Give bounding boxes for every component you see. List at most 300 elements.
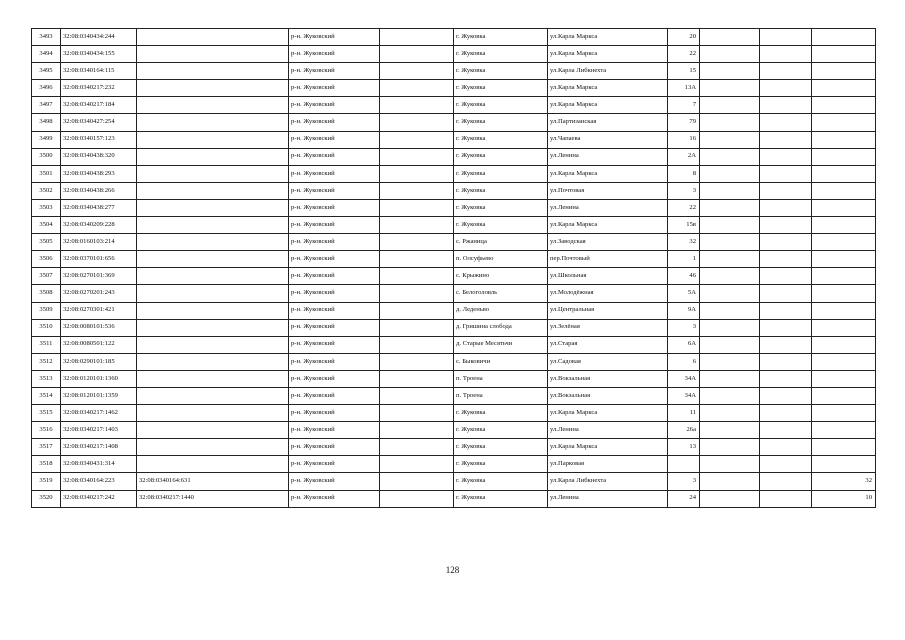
house-number-cell: 15в	[668, 217, 700, 234]
count-cell	[812, 63, 876, 80]
related-cadastral-number-cell	[137, 285, 289, 302]
locality-cell: г. Жуковка	[454, 456, 548, 473]
table-row	[32, 473, 876, 490]
house-number-cell: 9А	[668, 302, 700, 319]
locality-cell: г. Жуковка	[454, 439, 548, 456]
row-number-cell: 3493	[32, 29, 61, 46]
house-number-cell: 32	[668, 234, 700, 251]
row-number-cell: 3513	[32, 370, 61, 387]
district-cell: р-н. Жуковский	[289, 199, 380, 216]
extra-cell-a	[700, 63, 760, 80]
extra-cell-a	[700, 353, 760, 370]
table-row	[32, 217, 876, 234]
extra-cell-b	[760, 29, 812, 46]
related-cadastral-number-cell	[137, 353, 289, 370]
extra-cell-b	[760, 336, 812, 353]
extra-cell-a	[700, 217, 760, 234]
district-cell: р-н. Жуковский	[289, 439, 380, 456]
table-row	[32, 353, 876, 370]
district-cell: р-н. Жуковский	[289, 29, 380, 46]
page-number: 128	[445, 565, 460, 575]
house-number-cell: 13	[668, 439, 700, 456]
extra-cell-a	[700, 165, 760, 182]
registry-table	[31, 28, 876, 508]
extra-cell-b	[760, 182, 812, 199]
row-number-cell: 3517	[32, 439, 61, 456]
extra-cell-a	[700, 268, 760, 285]
cadastral-number-cell: 32:08:0340438:266	[61, 182, 137, 199]
street-cell: ул.Ленина	[548, 490, 668, 507]
row-number-cell: 3516	[32, 422, 61, 439]
settlement-type-cell	[380, 319, 454, 336]
extra-cell-a	[700, 234, 760, 251]
house-number-cell: 34А	[668, 387, 700, 404]
street-cell: ул.Заводская	[548, 234, 668, 251]
related-cadastral-number-cell	[137, 46, 289, 63]
extra-cell-a	[700, 251, 760, 268]
locality-cell: г. Жуковка	[454, 490, 548, 507]
settlement-type-cell	[380, 405, 454, 422]
table-row	[32, 29, 876, 46]
count-cell	[812, 285, 876, 302]
house-number-cell: 34А	[668, 370, 700, 387]
street-cell: ул.Центральная	[548, 302, 668, 319]
settlement-type-cell	[380, 353, 454, 370]
related-cadastral-number-cell	[137, 268, 289, 285]
row-number-cell: 3503	[32, 199, 61, 216]
row-number-cell: 3519	[32, 473, 61, 490]
street-cell: ул.Карла Либкнехта	[548, 473, 668, 490]
row-number-cell: 3506	[32, 251, 61, 268]
locality-cell: г. Жуковка	[454, 165, 548, 182]
extra-cell-b	[760, 405, 812, 422]
extra-cell-a	[700, 285, 760, 302]
extra-cell-b	[760, 490, 812, 507]
extra-cell-b	[760, 439, 812, 456]
related-cadastral-number-cell	[137, 131, 289, 148]
settlement-type-cell	[380, 285, 454, 302]
house-number-cell: 24	[668, 490, 700, 507]
count-cell	[812, 422, 876, 439]
count-cell: 10	[812, 490, 876, 507]
extra-cell-a	[700, 29, 760, 46]
table-row	[32, 319, 876, 336]
extra-cell-a	[700, 199, 760, 216]
extra-cell-b	[760, 370, 812, 387]
extra-cell-a	[700, 439, 760, 456]
row-number-cell: 3515	[32, 405, 61, 422]
count-cell	[812, 29, 876, 46]
settlement-type-cell	[380, 182, 454, 199]
house-number-cell: 79	[668, 114, 700, 131]
locality-cell: г. Жуковка	[454, 422, 548, 439]
street-cell: ул.Карла Маркса	[548, 405, 668, 422]
street-cell: ул.Карла Маркса	[548, 165, 668, 182]
row-number-cell: 3518	[32, 456, 61, 473]
extra-cell-a	[700, 490, 760, 507]
cadastral-number-cell: 32:08:0340438:293	[61, 165, 137, 182]
count-cell	[812, 439, 876, 456]
house-number-cell: 7	[668, 97, 700, 114]
street-cell: ул.Карла Маркса	[548, 97, 668, 114]
settlement-type-cell	[380, 268, 454, 285]
extra-cell-a	[700, 302, 760, 319]
district-cell: р-н. Жуковский	[289, 234, 380, 251]
cadastral-number-cell: 32:08:0270301:421	[61, 302, 137, 319]
extra-cell-b	[760, 199, 812, 216]
related-cadastral-number-cell	[137, 234, 289, 251]
house-number-cell: 22	[668, 199, 700, 216]
cadastral-number-cell: 32:08:0340217:1403	[61, 422, 137, 439]
row-number-cell: 3514	[32, 387, 61, 404]
row-number-cell: 3510	[32, 319, 61, 336]
table-row	[32, 80, 876, 97]
table-row	[32, 199, 876, 216]
cadastral-number-cell: 32:08:0270101:369	[61, 268, 137, 285]
house-number-cell: 13А	[668, 80, 700, 97]
district-cell: р-н. Жуковский	[289, 302, 380, 319]
district-cell: р-н. Жуковский	[289, 131, 380, 148]
cadastral-number-cell: 32:08:0080501:122	[61, 336, 137, 353]
settlement-type-cell	[380, 148, 454, 165]
table-row	[32, 251, 876, 268]
extra-cell-a	[700, 387, 760, 404]
related-cadastral-number-cell	[137, 29, 289, 46]
extra-cell-a	[700, 336, 760, 353]
settlement-type-cell	[380, 439, 454, 456]
cadastral-number-cell: 32:08:0290101:185	[61, 353, 137, 370]
locality-cell: г. Жуковка	[454, 131, 548, 148]
settlement-type-cell	[380, 97, 454, 114]
related-cadastral-number-cell	[137, 370, 289, 387]
table-row	[32, 285, 876, 302]
house-number-cell: 26а	[668, 422, 700, 439]
locality-cell: д. Леденьво	[454, 302, 548, 319]
count-cell	[812, 353, 876, 370]
settlement-type-cell	[380, 251, 454, 268]
row-number-cell: 3495	[32, 63, 61, 80]
related-cadastral-number-cell	[137, 439, 289, 456]
street-cell: ул.Ленина	[548, 199, 668, 216]
house-number-cell: 6А	[668, 336, 700, 353]
street-cell: ул.Карла Маркса	[548, 439, 668, 456]
district-cell: р-н. Жуковский	[289, 456, 380, 473]
district-cell: р-н. Жуковский	[289, 63, 380, 80]
extra-cell-a	[700, 182, 760, 199]
house-number-cell: 3	[668, 182, 700, 199]
related-cadastral-number-cell	[137, 387, 289, 404]
extra-cell-b	[760, 234, 812, 251]
count-cell	[812, 319, 876, 336]
table-row	[32, 131, 876, 148]
locality-cell: г. Жуковка	[454, 199, 548, 216]
cadastral-number-cell: 32:08:0340427:254	[61, 114, 137, 131]
cadastral-number-cell: 32:08:0340431:314	[61, 456, 137, 473]
locality-cell: г. Жуковка	[454, 63, 548, 80]
count-cell	[812, 165, 876, 182]
locality-cell: г. Жуковка	[454, 182, 548, 199]
house-number-cell: 3	[668, 473, 700, 490]
cadastral-number-cell: 32:08:0340164:115	[61, 63, 137, 80]
count-cell: 32	[812, 473, 876, 490]
street-cell: ул.Вокзальная	[548, 370, 668, 387]
related-cadastral-number-cell	[137, 251, 289, 268]
cadastral-number-cell: 32:08:0340438:320	[61, 148, 137, 165]
related-cadastral-number-cell	[137, 302, 289, 319]
related-cadastral-number-cell	[137, 422, 289, 439]
extra-cell-b	[760, 268, 812, 285]
table-row	[32, 422, 876, 439]
locality-cell: п. Троена	[454, 387, 548, 404]
extra-cell-b	[760, 63, 812, 80]
settlement-type-cell	[380, 131, 454, 148]
table-row	[32, 182, 876, 199]
cadastral-number-cell: 32:08:0340217:1462	[61, 405, 137, 422]
table-row	[32, 114, 876, 131]
street-cell: пер.Почтовый	[548, 251, 668, 268]
cadastral-number-cell: 32:08:0340164:223	[61, 473, 137, 490]
house-number-cell: 3	[668, 319, 700, 336]
extra-cell-b	[760, 302, 812, 319]
count-cell	[812, 148, 876, 165]
related-cadastral-number-cell	[137, 97, 289, 114]
table-row	[32, 63, 876, 80]
cadastral-number-cell: 32:08:0340438:277	[61, 199, 137, 216]
count-cell	[812, 268, 876, 285]
table-row	[32, 490, 876, 507]
count-cell	[812, 370, 876, 387]
extra-cell-a	[700, 319, 760, 336]
extra-cell-a	[700, 46, 760, 63]
settlement-type-cell	[380, 165, 454, 182]
related-cadastral-number-cell: 32:08:0340164:631	[137, 473, 289, 490]
district-cell: р-н. Жуковский	[289, 148, 380, 165]
row-number-cell: 3509	[32, 302, 61, 319]
count-cell	[812, 456, 876, 473]
extra-cell-a	[700, 131, 760, 148]
settlement-type-cell	[380, 29, 454, 46]
extra-cell-b	[760, 353, 812, 370]
district-cell: р-н. Жуковский	[289, 353, 380, 370]
related-cadastral-number-cell	[137, 217, 289, 234]
locality-cell: г. Жуковка	[454, 46, 548, 63]
locality-cell: г. Жуковка	[454, 114, 548, 131]
settlement-type-cell	[380, 387, 454, 404]
settlement-type-cell	[380, 370, 454, 387]
row-number-cell: 3501	[32, 165, 61, 182]
cadastral-number-cell: 32:08:0340217:232	[61, 80, 137, 97]
street-cell: ул.Партизанская	[548, 114, 668, 131]
settlement-type-cell	[380, 199, 454, 216]
extra-cell-a	[700, 114, 760, 131]
district-cell: р-н. Жуковский	[289, 285, 380, 302]
district-cell: р-н. Жуковский	[289, 319, 380, 336]
district-cell: р-н. Жуковский	[289, 405, 380, 422]
street-cell: ул.Школьная	[548, 268, 668, 285]
locality-cell: г. Жуковка	[454, 473, 548, 490]
locality-cell: г. Жуковка	[454, 29, 548, 46]
district-cell: р-н. Жуковский	[289, 165, 380, 182]
count-cell	[812, 405, 876, 422]
extra-cell-a	[700, 97, 760, 114]
table-row	[32, 97, 876, 114]
cadastral-number-cell: 32:08:0340157:123	[61, 131, 137, 148]
house-number-cell: 1	[668, 251, 700, 268]
cadastral-number-cell: 32:08:0340434:155	[61, 46, 137, 63]
cadastral-number-cell: 32:08:0340434:244	[61, 29, 137, 46]
table-row	[32, 439, 876, 456]
locality-cell: г. Жуковка	[454, 405, 548, 422]
table-row	[32, 148, 876, 165]
table-row	[32, 336, 876, 353]
extra-cell-b	[760, 456, 812, 473]
count-cell	[812, 182, 876, 199]
street-cell: ул.Старая	[548, 336, 668, 353]
related-cadastral-number-cell	[137, 319, 289, 336]
row-number-cell: 3511	[32, 336, 61, 353]
count-cell	[812, 114, 876, 131]
row-number-cell: 3508	[32, 285, 61, 302]
extra-cell-a	[700, 148, 760, 165]
related-cadastral-number-cell	[137, 336, 289, 353]
settlement-type-cell	[380, 63, 454, 80]
settlement-type-cell	[380, 422, 454, 439]
locality-cell: г. Жуковка	[454, 80, 548, 97]
street-cell: ул.Зелёная	[548, 319, 668, 336]
related-cadastral-number-cell	[137, 80, 289, 97]
row-number-cell: 3505	[32, 234, 61, 251]
district-cell: р-н. Жуковский	[289, 46, 380, 63]
cadastral-number-cell: 32:08:0370101:656	[61, 251, 137, 268]
house-number-cell: 5А	[668, 285, 700, 302]
cadastral-number-cell: 32:08:0080101:536	[61, 319, 137, 336]
house-number-cell: 8	[668, 165, 700, 182]
street-cell: ул.Карла Маркса	[548, 29, 668, 46]
cadastral-number-cell: 32:08:0340209:228	[61, 217, 137, 234]
count-cell	[812, 80, 876, 97]
street-cell: ул.Карла Маркса	[548, 80, 668, 97]
district-cell: р-н. Жуковский	[289, 268, 380, 285]
street-cell: ул.Карла Либкнехта	[548, 63, 668, 80]
extra-cell-b	[760, 165, 812, 182]
extra-cell-b	[760, 422, 812, 439]
street-cell: ул.Карла Маркса	[548, 46, 668, 63]
cadastral-number-cell: 32:08:0340217:242	[61, 490, 137, 507]
row-number-cell: 3520	[32, 490, 61, 507]
locality-cell: г. Жуковка	[454, 97, 548, 114]
district-cell: р-н. Жуковский	[289, 217, 380, 234]
street-cell: ул.Чапаева	[548, 131, 668, 148]
settlement-type-cell	[380, 473, 454, 490]
street-cell: ул.Молодёжная	[548, 285, 668, 302]
settlement-type-cell	[380, 80, 454, 97]
extra-cell-b	[760, 285, 812, 302]
locality-cell: с. Ржаница	[454, 234, 548, 251]
row-number-cell: 3497	[32, 97, 61, 114]
district-cell: р-н. Жуковский	[289, 370, 380, 387]
cadastral-number-cell: 32:08:0340217:1408	[61, 439, 137, 456]
district-cell: р-н. Жуковский	[289, 251, 380, 268]
locality-cell: с. Быковичи	[454, 353, 548, 370]
locality-cell: д. Гришина слобода	[454, 319, 548, 336]
house-number-cell	[668, 456, 700, 473]
extra-cell-b	[760, 217, 812, 234]
cadastral-number-cell: 32:08:0120101:1359	[61, 387, 137, 404]
locality-cell: г. Жуковка	[454, 148, 548, 165]
row-number-cell: 3499	[32, 131, 61, 148]
district-cell: р-н. Жуковский	[289, 80, 380, 97]
locality-cell: п. Троена	[454, 370, 548, 387]
cadastral-number-cell: 32:08:0120101:1360	[61, 370, 137, 387]
street-cell: ул.Вокзальная	[548, 387, 668, 404]
table-row	[32, 165, 876, 182]
extra-cell-a	[700, 456, 760, 473]
extra-cell-a	[700, 473, 760, 490]
extra-cell-b	[760, 387, 812, 404]
count-cell	[812, 234, 876, 251]
extra-cell-a	[700, 422, 760, 439]
settlement-type-cell	[380, 234, 454, 251]
extra-cell-b	[760, 80, 812, 97]
row-number-cell: 3498	[32, 114, 61, 131]
extra-cell-b	[760, 148, 812, 165]
row-number-cell: 3494	[32, 46, 61, 63]
row-number-cell: 3496	[32, 80, 61, 97]
district-cell: р-н. Жуковский	[289, 473, 380, 490]
count-cell	[812, 336, 876, 353]
street-cell: ул.Карла Маркса	[548, 217, 668, 234]
related-cadastral-number-cell	[137, 199, 289, 216]
house-number-cell: 16	[668, 131, 700, 148]
related-cadastral-number-cell	[137, 456, 289, 473]
locality-cell: д. Старые Месятьчи	[454, 336, 548, 353]
table-row	[32, 234, 876, 251]
count-cell	[812, 302, 876, 319]
locality-cell: п. Олсуфьево	[454, 251, 548, 268]
extra-cell-a	[700, 405, 760, 422]
related-cadastral-number-cell	[137, 114, 289, 131]
house-number-cell: 22	[668, 46, 700, 63]
cadastral-number-cell: 32:08:0270201:243	[61, 285, 137, 302]
count-cell	[812, 97, 876, 114]
district-cell: р-н. Жуковский	[289, 422, 380, 439]
row-number-cell: 3504	[32, 217, 61, 234]
settlement-type-cell	[380, 217, 454, 234]
house-number-cell: 46	[668, 268, 700, 285]
extra-cell-a	[700, 80, 760, 97]
house-number-cell: 11	[668, 405, 700, 422]
settlement-type-cell	[380, 302, 454, 319]
row-number-cell: 3507	[32, 268, 61, 285]
related-cadastral-number-cell	[137, 148, 289, 165]
row-number-cell: 3502	[32, 182, 61, 199]
extra-cell-b	[760, 251, 812, 268]
extra-cell-a	[700, 370, 760, 387]
registry-table-body	[32, 29, 876, 508]
count-cell	[812, 131, 876, 148]
related-cadastral-number-cell: 32:08:0340217:1440	[137, 490, 289, 507]
district-cell: р-н. Жуковский	[289, 97, 380, 114]
row-number-cell: 3512	[32, 353, 61, 370]
count-cell	[812, 217, 876, 234]
row-number-cell: 3500	[32, 148, 61, 165]
house-number-cell: 15	[668, 63, 700, 80]
cadastral-number-cell: 32:08:0160103:214	[61, 234, 137, 251]
related-cadastral-number-cell	[137, 405, 289, 422]
extra-cell-b	[760, 131, 812, 148]
house-number-cell: 20	[668, 29, 700, 46]
locality-cell: с. Крыжино	[454, 268, 548, 285]
